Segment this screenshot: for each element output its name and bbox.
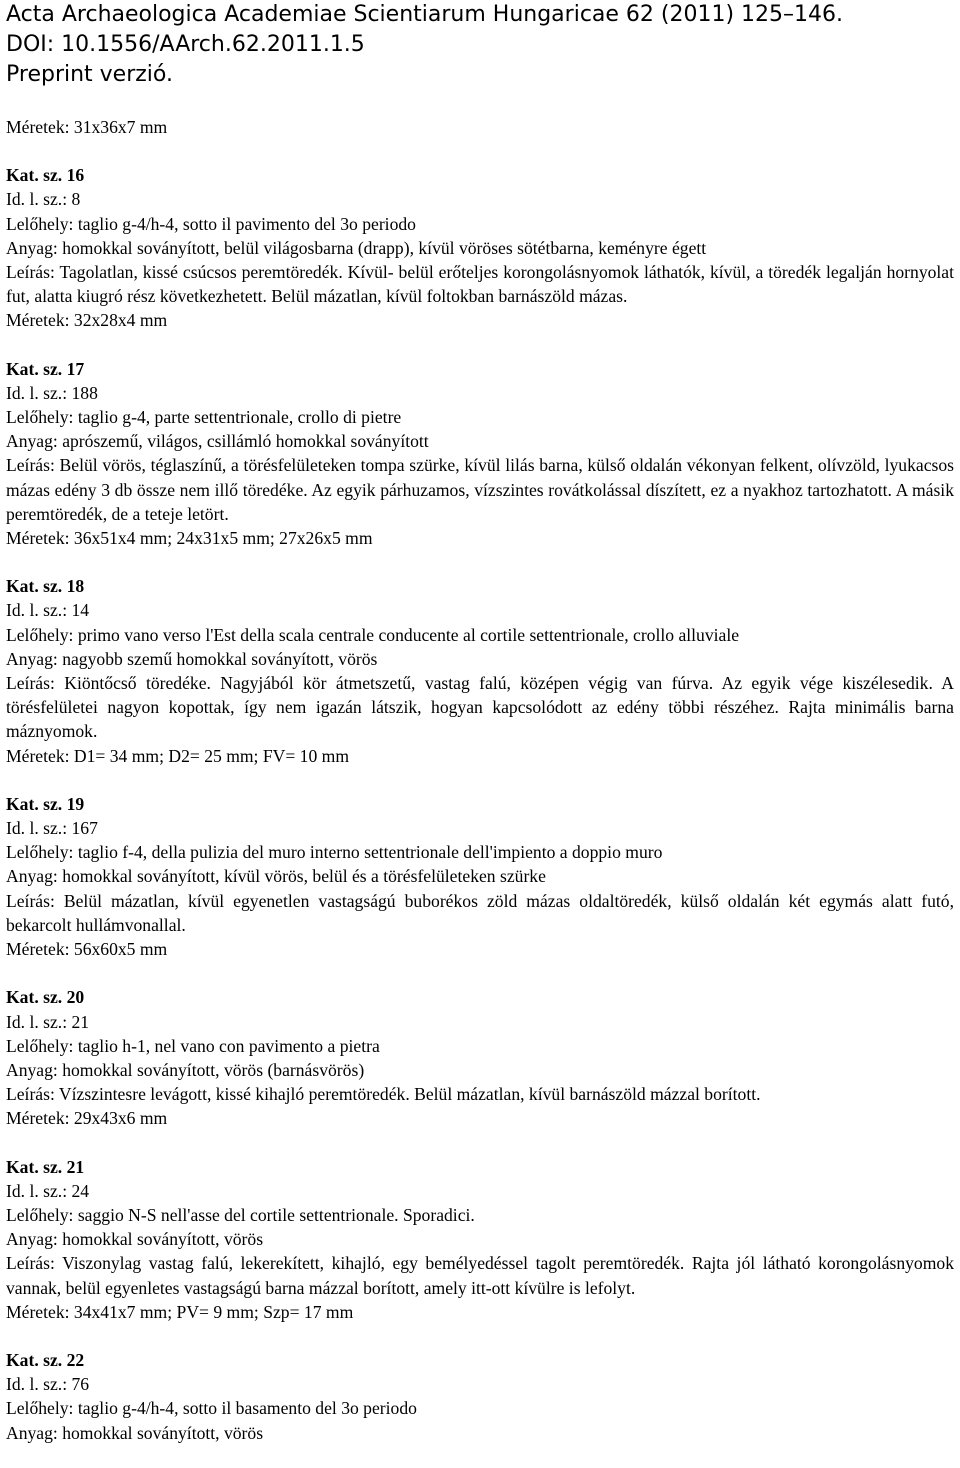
id-number: Id. l. sz.: 76 [6, 1374, 90, 1395]
leiras-line: Leírás: Kiöntőcső töredéke. Nagyjából kör átmetszetű, vastag falú, középen végig van fúrva. Az egyik vége kiszélesedik. A törésfelületei nagyon kopottak, így nem igazán látszik, hogyan kapcsolódott az edény többi részéhez. Rajta minimális barna máznyomok. [6, 673, 954, 742]
catalog-entry-22 [6, 1348, 954, 1445]
doi: DOI: 10.1556/AArch.62.2011.1.5 [6, 32, 365, 57]
meretek-line: Méretek: 31x36x7 mm [6, 117, 168, 137]
anyag-line: Anyag: nagyobb szemű homokkal soványított, vörös [6, 648, 378, 669]
catalog-entry-18 [6, 574, 954, 768]
kat-number: Kat. sz. 22 [6, 1349, 85, 1370]
anyag-line: Anyag: homokkal soványított, kívül vörös, belül és a törésfelületeken szürke [6, 866, 546, 887]
id-number: Id. l. sz.: 188 [6, 382, 98, 403]
lelohely-line: Lelőhely: saggio N-S nell'asse del cortile settentrionale. Sporadici. [6, 1204, 475, 1225]
journal-citation: Acta Archaeologica Academiae Scientiarum Hungaricae 62 (2011) 125–146. [6, 2, 844, 27]
meretek-line: Méretek: 34x41x7 mm; PV= 9 mm; Szp= 17 mm [6, 1301, 354, 1322]
lelohely-line: Lelőhely: taglio g-4/h-4, sotto il basamento del 3o periodo [6, 1398, 417, 1419]
meretek-line: Méretek: D1= 34 mm; D2= 25 mm; FV= 10 mm [6, 745, 350, 766]
meretek-line: Méretek: 56x60x5 mm [6, 939, 168, 960]
anyag-line: Anyag: homokkal soványított, vörös (barnásvörös) [6, 1059, 365, 1080]
id-number: Id. l. sz.: 24 [6, 1180, 90, 1201]
lelohely-line: Lelőhely: taglio g-4/h-4, sotto il pavimento del 3o periodo [6, 213, 416, 234]
page-header [6, 0, 843, 90]
anyag-line: Anyag: homokkal soványított, vörös [6, 1229, 264, 1250]
lelohely-line: Lelőhely: taglio f-4, della pulizia del muro interno settentrionale dell'impiento a doppio muro [6, 842, 663, 863]
kat-number: Kat. sz. 16 [6, 165, 85, 186]
lelohely-line: Lelőhely: primo vano verso l'Est della scala centrale conducente al cortile settentrionale, crollo alluviale [6, 624, 740, 645]
catalog-entry-17 [6, 357, 954, 551]
kat-number: Kat. sz. 18 [6, 576, 85, 597]
catalog-entry-19 [6, 792, 954, 961]
leiras-line: Leírás: Viszonylag vastag falú, lekerekített, kihajló, egy bemélyedéssel tagolt peremtöredék. Rajta jól látható korongolásnyomok vannak, belül egyenletes vastagságú barna mázzal borított, amely itt-ott kívülre is lefolyt. [6, 1253, 954, 1298]
kat-number: Kat. sz. 21 [6, 1156, 85, 1177]
kat-number: Kat. sz. 19 [6, 793, 85, 814]
catalog-entry-20 [6, 985, 954, 1130]
meretek-line: Méretek: 36x51x4 mm; 24x31x5 mm; 27x26x5 mm [6, 528, 373, 549]
leiras-line: Leírás: Belül vörös, téglaszínű, a törésfelületeken tompa szürke, kívül lilás barna, külső oldalán vékonyan felkent, olívzöld, lyukacsos mázas edény 3 db össze nem illő töredéke. Az egyik párhuzamos, vízszintes rovátkolással díszített, ez a nyakhoz tartozhatott. A másik peremtöredék, de a teteje letört. [6, 455, 954, 524]
catalog-entry-21 [6, 1155, 954, 1324]
id-number: Id. l. sz.: 21 [6, 1011, 90, 1032]
lelohely-line: Lelőhely: taglio g-4, parte settentrionale, crollo di pietre [6, 407, 402, 428]
id-number: Id. l. sz.: 14 [6, 600, 90, 621]
meretek-line: Méretek: 32x28x4 mm [6, 310, 168, 331]
anyag-line: Anyag: homokkal soványított, vörös [6, 1422, 264, 1443]
catalog-body [6, 115, 954, 1445]
kat-number: Kat. sz. 17 [6, 358, 85, 379]
anyag-line: Anyag: aprószemű, világos, csillámló homokkal soványított [6, 431, 429, 452]
leiras-line: Leírás: Belül mázatlan, kívül egyenetlen vastagságú buborékos zöld mázas oldaltöredék, külső oldalán két egymás alatt futó, bekarcolt hullámvonallal. [6, 890, 954, 935]
id-number: Id. l. sz.: 167 [6, 818, 98, 839]
leiras-line: Leírás: Tagolatlan, kissé csúcsos peremtöredék. Kívül- belül erőteljes korongolásnyomok láthatók, kívül, a töredék legalján hornyolat fut, alatta kiugró rész következhetett. Belül mázatlan, kívül foltokban barnászöld mázas. [6, 262, 954, 307]
catalog-entry-16 [6, 163, 954, 332]
leiras-line: Leírás: Vízszintesre levágott, kissé kihajló peremtöredék. Belül mázatlan, kívül barnászöld mázzal borított. [6, 1084, 761, 1105]
kat-number: Kat. sz. 20 [6, 987, 85, 1008]
lelohely-line: Lelőhely: taglio h-1, nel vano con pavimento a pietra [6, 1035, 380, 1056]
anyag-line: Anyag: homokkal soványított, belül világosbarna (drapp), kívül vöröses sötétbarna, keményre égett [6, 237, 707, 258]
preprint-label: Preprint verzió. [6, 62, 173, 87]
id-number: Id. l. sz.: 8 [6, 189, 81, 210]
meretek-line: Méretek: 29x43x6 mm [6, 1108, 168, 1129]
